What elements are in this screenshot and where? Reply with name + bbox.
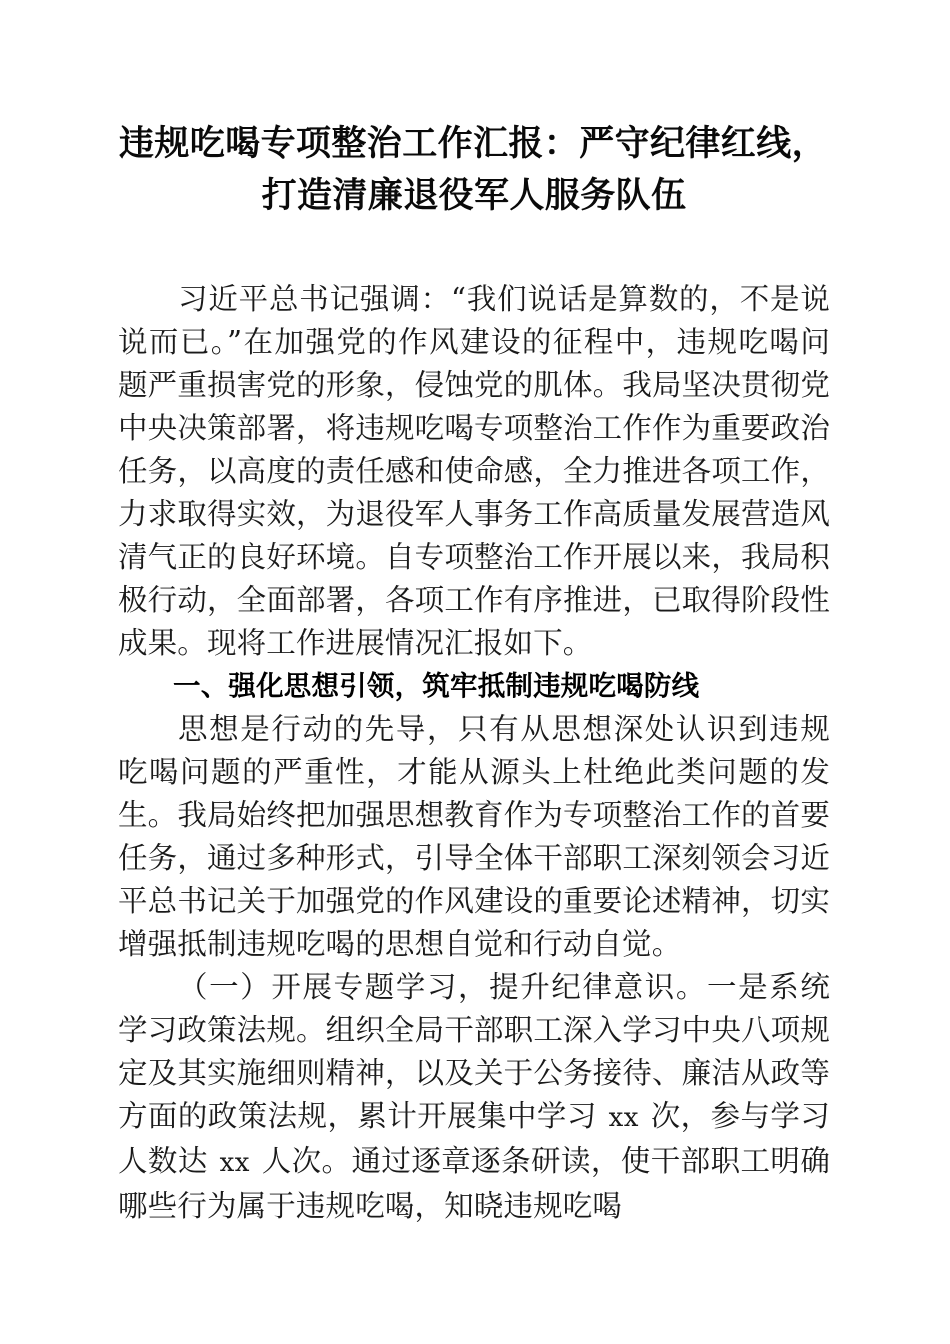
opening-paragraph: 习近平总书记强调：“我们说话是算数的，不是说说而已。”在加强党的作风建设的征程中，违规吃喝问题严重损害党的形象，侵蚀党的肌体。我局坚决贯彻党中央决策部署，将违规吃喝专项整治工作作为重要政治任务，以高度的责任感和使命感，全力推进各项工作，力求取得实效，为退役军人事务工作高质量发展营造风清气正的良好环境。自专项整治工作开展以来，我局积极行动，全面部署，各项工作有序推进，已取得阶段性成果。现将工作进展情况汇报如下。 [118,282,830,660]
subsection-text-part-3: 人次。通过逐章逐条研读，使干部职工明确哪些行为属于违规吃喝，知晓违规吃喝 [118,1144,830,1223]
subsection-text-part-1: （一）开展专题学习，提升纪律意识。一是系统学习政策法规。组织全局干部职工深入学习中央八项规定及其实施细则精神，以及关于公务接待、廉洁从政等方面的政策法规，累计开展集中学习 [118,970,830,1133]
subsection-1-1-paragraph [118,966,830,1228]
count-placeholder-sessions: xx [608,1103,639,1133]
document-title-line-1: 违规吃喝专项整治工作汇报：严守纪律红线， [119,123,828,164]
document-content-column [118,118,830,1228]
section-heading-1: 一、强化思想引领，筑牢抵制违规吃喝防线 [173,670,700,702]
title-body-spacer [118,222,830,278]
count-placeholder-participants: xx [219,1148,250,1178]
subsection-text-part-2: 次，参与学习人数达 [118,1099,830,1178]
document-title-line-2: 打造清廉退役军人服务队伍 [261,175,687,216]
document-title [118,118,830,222]
section-1-intro-paragraph: 思想是行动的先导，只有从思想深处认识到违规吃喝问题的严重性，才能从源头上杜绝此类问题的发生。我局始终把加强思想教育作为专项整治工作的首要任务，通过多种形式，引导全体干部职工深刻领会习近平总书记关于加强党的作风建设的重要论述精神，切实增强抵制违规吃喝的思想自觉和行动自觉。 [118,712,830,961]
